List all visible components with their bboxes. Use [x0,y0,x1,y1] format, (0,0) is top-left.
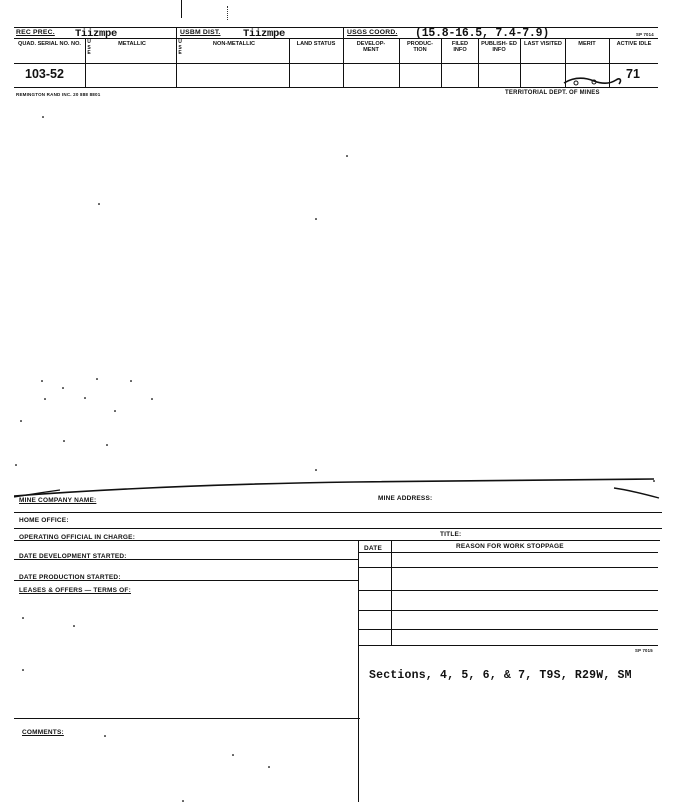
margin-mark [227,6,228,20]
divider [176,27,177,87]
leases-offers-label: LEASES & OFFERS — TERMS OF: [19,587,131,594]
rule [358,567,658,568]
rule [358,645,658,646]
divider [441,38,442,87]
quad-serial-header: QUAD. SERIAL NO. NO. [18,41,81,47]
development-header: DEVELOP- MENT [356,41,386,54]
usgs-coord-label: USGS COORD. [347,29,398,36]
usgs-coord-value: (15.8-16.5, 7.4-7.9) [415,27,550,40]
rec-prec-value: Tiizmpe [75,28,118,40]
divider [85,38,86,87]
card-edge [14,474,664,504]
usbm-dist-value: Tiizmpe [243,28,286,40]
filed-info-header: FILED INFO [451,41,469,54]
form-number: SP 7015 [635,648,653,653]
pencil-mark [562,72,624,88]
divider [391,540,392,645]
divider [399,38,400,87]
rule [14,528,662,529]
metallic-header: METALLIC [118,41,146,47]
title-label: TITLE: [440,531,462,538]
published-info-header: PUBLISH- ED INFO [481,41,517,54]
use-header: U S E [178,39,182,57]
rec-prec-label: REC PREC. [16,29,55,36]
reason-header: REASON FOR WORK STOPPAGE [456,543,564,550]
divider [358,540,359,802]
rule [14,512,662,513]
mine-address-label: MINE ADDRESS: [378,495,433,502]
mine-company-name-label: MINE COMPANY NAME: [19,497,97,504]
divider [520,38,521,87]
rule [358,590,658,591]
sections-text: Sections, 4, 5, 6, & 7, T9S, R29W, SM [369,669,632,682]
land-status-header: LAND STATUS [296,41,336,47]
non-metallic-header: NON-METALLIC [212,41,256,47]
production-header: PRODUC- TION [406,41,434,54]
department-line: TERRITORIAL DEPT. OF MINES [505,90,600,96]
date-development-label: DATE DEVELOPMENT STARTED: [19,553,127,560]
active-idle-header: ACTIVE IDLE [616,41,652,47]
comments-label: COMMENTS: [22,729,64,736]
margin-mark [181,0,182,18]
usbm-dist-label: USBM DIST. [180,29,221,36]
use-header: U S E [87,39,91,57]
divider [478,38,479,87]
rule [358,610,658,611]
date-production-label: DATE PRODUCTION STARTED: [19,574,121,581]
serial-value: 103-52 [25,67,64,81]
form-number: SP 7014 [636,32,654,37]
divider [343,27,344,87]
last-visited-header: LAST VISITED [524,41,562,47]
divider [289,38,290,87]
date-header: DATE [364,545,383,552]
printer-line: REMINGTON RAND INC. 20 888 8801 [16,92,101,97]
home-office-label: HOME OFFICE: [19,517,69,524]
rule [14,718,360,719]
operating-official-label: OPERATING OFFICIAL IN CHARGE: [19,534,136,541]
rule [14,63,658,64]
active-idle-value: 71 [626,67,640,81]
merit-header: MERIT [578,41,596,47]
rule [358,552,658,553]
rule [358,629,658,630]
